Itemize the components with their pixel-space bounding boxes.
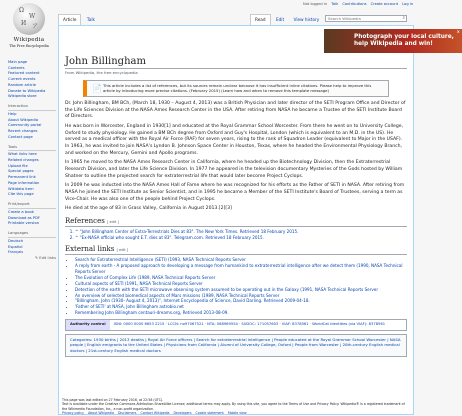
view-tabs — [250, 14, 323, 24]
logo-tagline: The Free Encyclopedia — [9, 44, 49, 49]
footer — [62, 398, 407, 416]
sidebar-item-about[interactable]: About Wikipedia — [8, 117, 39, 122]
paragraph-intro: Dr. John Billingham, BM BCh, (March 18, 1930 – August 4, 2013) was a British Physician and later director of the SETI Program Office and Director of the Life Sciences Division at the NASA Ames Research Center in the USA. After retiring from NASA he became a Trustee of the SETI Institute Board of Directors. — [65, 101, 406, 120]
banner-text: Photograph your local culture, help Wikipedia and win! — [354, 34, 454, 47]
license-text: Text is available under the Creative Commons Attribution-ShareAlike License; additional terms may apply. By using this site, you agree to the Terms of Use and Privacy Policy. Wikipedia® is a registered trademark of the Wikimedia Foundation, Inc., a non-profit organization. — [62, 402, 405, 411]
sidebar-item-contact[interactable]: Contact page — [8, 134, 33, 139]
sidebar-heading-interaction: Interaction — [8, 104, 56, 111]
references-heading-text: References — [65, 216, 105, 225]
campaign-banner[interactable] — [324, 29, 462, 53]
tab-read[interactable]: Read — [250, 14, 271, 25]
notice-icon: 📄 — [92, 83, 102, 93]
sidebar-heading-languages: Languages — [8, 231, 56, 238]
paragraph-seti: In 2009 he was inducted into the NASA Ames Hall of Fame where he was recognized for his efforts as the Father of SETI in NASA. After retiring from NASA he joined the SETI Institute as Senior Scientist, and in 1995 he became a Member of the SETI Institute's Board of Trustees, serving a term as Vice-Chair. He was also one of the people behind Project Cyclops. — [65, 183, 405, 202]
external-link-item[interactable]: • Cultural aspects of SETI (1991, NASA Technical Reports Server — [75, 281, 407, 287]
sidebar-item-main-page[interactable]: Main page — [8, 60, 28, 64]
tab-edit[interactable]: Edit — [276, 17, 285, 22]
sidebar — [8, 60, 56, 262]
site-subtitle: From Wikipedia, the free encyclopedia — [65, 70, 138, 75]
not-logged-in-label: Not logged in — [303, 2, 328, 6]
footer-link-privacy[interactable]: Privacy policy — [62, 411, 84, 416]
external-link-item[interactable]: • "Billingham, John (1930- August 4, 2013)", Internet Encyclopedia of Science, David Darling. Retrieved 2009-04-18. — [75, 298, 407, 304]
footer-link-developers[interactable]: Developers — [173, 411, 192, 416]
globe-icon: Ω W И ア — [13, 3, 45, 35]
external-link-item[interactable]: • Search for Extraterrestrial Intelligence (SETI) (1993, NASA Technical Reports Server — [75, 257, 407, 263]
authority-label: Authority control — [66, 320, 110, 329]
sidebar-item-permalink[interactable]: Permanent link — [8, 175, 36, 180]
tab-talk[interactable]: Talk — [86, 17, 95, 22]
sidebar-item-contents[interactable]: Contents — [8, 65, 25, 70]
login-link[interactable]: Log in — [402, 2, 414, 6]
sidebar-item-cite[interactable]: Cite this page — [8, 192, 34, 197]
sidebar-item-community[interactable]: Community portal — [8, 123, 42, 128]
sidebar-navigation — [8, 60, 56, 100]
edit-section-link[interactable]: [ edit ] — [107, 219, 119, 224]
external-links-heading — [65, 245, 407, 255]
sidebar-item-help[interactable]: Help — [8, 111, 17, 116]
sidebar-item-special[interactable]: Special pages — [8, 169, 34, 174]
search-icon[interactable]: ⌕ — [402, 16, 405, 21]
sidebar-heading-print: Print/export — [8, 202, 56, 209]
language-francais[interactable]: Français — [8, 250, 24, 255]
sidebar-item-what-links[interactable]: What links here — [8, 152, 37, 157]
authority-identifiers[interactable]: ISNI: 0000 0000 6653 2215 · LCCN: no97067521 · NTA: 068969554 · SUDOC: 171057603 · VIAF: 8378561 · WorldCat Identities (via VIAF): 8378561 — [113, 322, 386, 327]
external-links-heading-text: External links — [65, 244, 115, 253]
references-list — [75, 229, 407, 241]
notice-text: This article includes a list of references, but its sources remain unclear because it has insufficient inline citations. Please help to improve this article by introducing more precise citations. (February 2015) (Learn how and when to remove this template message) — [103, 82, 372, 93]
references-heading — [65, 217, 407, 227]
edit-links[interactable] — [8, 256, 56, 262]
create-account-link[interactable]: Create account — [370, 2, 399, 6]
edit-section-link[interactable]: [ edit ] — [116, 247, 129, 252]
sidebar-item-book[interactable]: Create a book — [8, 209, 34, 214]
sidebar-item-page-info[interactable]: Page information — [8, 180, 40, 185]
external-link-item[interactable]: • Remembering John Billingham centauri-dreams.org, Retrieved 2013-08-09. — [75, 310, 407, 316]
personal-tools — [300, 2, 412, 10]
contributions-link[interactable]: Contributions — [342, 2, 367, 6]
reference-item[interactable]: 2. ^ "Ex-NASA official who sought E.T. dies at 83". Telegram.com. Retrieved 18 February 2015. — [75, 235, 407, 241]
language-espanol[interactable]: Español — [8, 244, 23, 249]
sidebar-item-donate[interactable]: Donate to Wikipedia — [8, 88, 46, 93]
last-modified: This page was last edited on 27 February 2016, at 22:58 (UTC). — [62, 398, 164, 402]
pencil-icon: ✎ — [34, 256, 39, 261]
wikipedia-logo[interactable] — [4, 3, 54, 51]
tab-view-history[interactable]: View history — [293, 17, 320, 22]
citation-notice — [83, 80, 389, 98]
sidebar-item-pdf[interactable]: Download as PDF — [8, 215, 41, 220]
sidebar-item-wikidata[interactable]: Wikidata item — [8, 186, 34, 191]
search-input[interactable] — [325, 15, 407, 22]
footer-link-disclaimers[interactable]: Disclaimers — [117, 411, 137, 416]
sidebar-heading-tools: Tools — [8, 145, 56, 152]
external-link-item[interactable]: • 'Father of SETI' at NASA, John Billingham astrobio.net — [75, 304, 407, 310]
namespace-tabs — [58, 14, 99, 24]
search-placeholder: Search Wikipedia — [328, 16, 361, 21]
sidebar-item-current-events[interactable]: Current events — [8, 77, 36, 82]
footer-link-about[interactable]: About Wikipedia — [87, 411, 114, 416]
external-link-item[interactable]: • Detection of the earth with the SETI microwave observing system assumed to be operating out in the Galaxy (1991, NASA Technical Reports Server — [75, 287, 407, 293]
talk-link[interactable]: Talk — [331, 2, 339, 6]
footer-link-contact[interactable]: Contact Wikipedia — [140, 411, 170, 416]
tab-article[interactable]: Article — [58, 14, 81, 25]
paragraph-ames: In 1965 he moved to the NASA Ames Research Center in California, where he headed up the Biotechnology Division, then the Extraterrestrial Research Division, and later the Life Science Division. In 1977 he appeared in the television documentary Mysteries of the Gods hosted by William Shatner to outline the projected search for extraterrestrial life that would later become Project Cyclops. — [65, 160, 403, 179]
external-link-item[interactable]: • The Evolution of Complex Life (1989, NASA Technical Reports Server — [75, 275, 407, 281]
article-content — [58, 25, 460, 415]
external-link-item[interactable]: • An overview of selected biomedical aspects of Mars missions (1989, NASA Technical Reports Server — [75, 293, 407, 299]
sidebar-item-recent[interactable]: Recent changes — [8, 129, 38, 134]
paragraph-early-life: He was born in Worcester, England in 1930[1] and educated at the Royal Grammar School Worcester. From there he went on to University College, Oxford to study physiology. He gained a BM BCh degree from Oxford and Guy's Hospital, London (which is equivalent to an M.D. in the US). He served as a medical officer with the Royal Air Force (RAF) for seven years, rising to the rank of Squadron Leader (equivalent to Major in the USAF). In 1963, he was invited to join NASA's Lyndon B. Johnson Space Center in Houston, Texas, where he headed the Environmental Physiology Branch, and worked on the Mercury, Gemini and Apollo programs. — [65, 124, 404, 156]
footer-link-cookie[interactable]: Cookie statement — [195, 411, 224, 416]
sidebar-item-store[interactable]: Wikipedia store — [8, 94, 37, 99]
sidebar-item-printable[interactable]: Printable version — [8, 221, 40, 226]
paragraph-death: He died at the age of 83 in Grass Valley, California in August 2013.[2][3] — [65, 206, 232, 212]
reference-item[interactable]: 1. ^ "John Billingham Center of Extra-Terrestrials Dies at 83". The New York Times. Retrieved 18 February 2015. — [75, 229, 407, 235]
footer-link-mobile[interactable]: Mobile view — [227, 411, 247, 416]
language-list — [8, 239, 56, 256]
footer-links — [62, 411, 407, 415]
category-links[interactable]: Categories: 1930 births | 2013 deaths | Royal Air Force officers | Search for extraterrestrial intelligence | People educated at the Royal Grammar School Worcester | NASA people | English emigrants to the United States | Physicians from California | Alumni of University College, Oxford | People from Worcester | 20th-century English medical doctors | 21st-century English medical doctors — [65, 334, 407, 357]
edit-links-label: Edit links — [39, 256, 56, 261]
sidebar-item-upload[interactable]: Upload file — [8, 163, 28, 168]
page-title: John Billingham — [65, 55, 407, 69]
logo-title: Wikipedia — [13, 37, 45, 43]
external-link-item[interactable]: • A reply from earth - A proposed approach to developing a message from humankind to extraterrestrial intelligence after we detect them (1990, NASA Technical Reports Server — [75, 263, 407, 275]
close-icon[interactable]: × — [456, 29, 460, 34]
sidebar-item-featured[interactable]: Featured content — [8, 71, 40, 76]
language-deutsch[interactable]: Deutsch — [8, 238, 24, 243]
external-links-list — [75, 257, 407, 316]
sidebar-item-related[interactable]: Related changes — [8, 158, 39, 163]
sidebar-item-random[interactable]: Random article — [8, 82, 37, 87]
authority-control — [65, 319, 407, 330]
